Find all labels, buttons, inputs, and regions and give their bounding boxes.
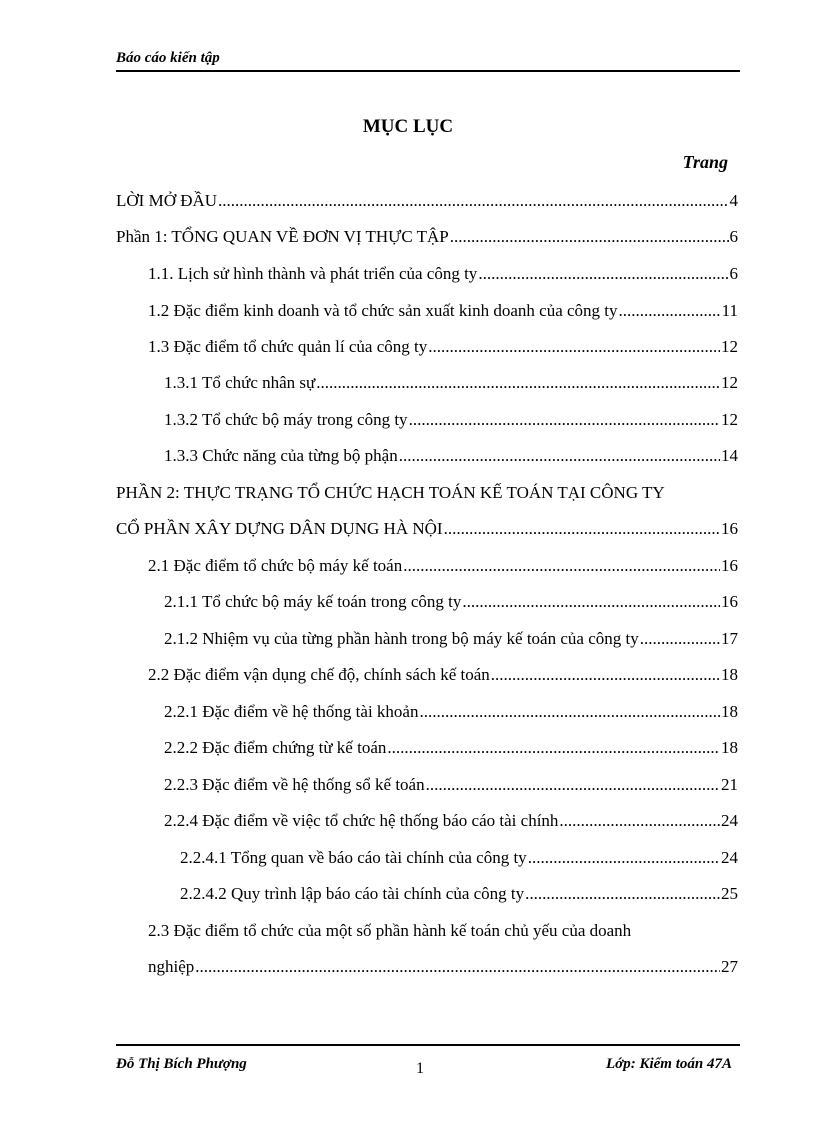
toc-entry-label: 1.3.1 Tổ chức nhân sự [164, 373, 316, 392]
toc-entry-page: 18 [721, 738, 738, 757]
toc-entry-2-2-4[interactable] [164, 808, 738, 834]
page-title: MỤC LỤC [362, 116, 454, 137]
toc-entry-2-2-1[interactable] [164, 699, 738, 725]
toc-entry-page: 16 [721, 592, 738, 611]
toc-entry-label: 2.2.4.2 Quy trình lập báo cáo tài chính của công ty [180, 884, 525, 903]
toc-entry-label: 2.1.1 Tổ chức bộ máy kế toán trong công ty [164, 592, 462, 611]
toc-dot-leader [559, 808, 720, 834]
toc-dot-leader [195, 954, 720, 980]
toc-entry-page: 4 [729, 191, 738, 210]
toc-entry-2-1-2[interactable] [164, 626, 738, 652]
toc-entry-label: nghiệp [148, 957, 195, 976]
toc-entry-2-2-4-1[interactable] [180, 845, 738, 871]
toc-entry-label: CỔ PHẦN XÂY DỰNG DÂN DỤNG HÀ NỘI [116, 519, 443, 538]
toc-entry-label: 1.2 Đặc điểm kinh doanh và tổ chức sản xuất kinh doanh của công ty [148, 301, 618, 320]
toc-dot-leader [218, 188, 728, 214]
toc-entry-2-1[interactable] [148, 553, 738, 579]
toc-entry-phan-2-line-1[interactable]: PHẦN 2: THỰC TRẠNG TỔ CHỨC HẠCH TOÁN KẾ TOÁN TẠI CÔNG TY [116, 483, 665, 502]
toc-dot-leader [426, 772, 720, 798]
toc-entry-label: 1.3 Đặc điểm tổ chức quản lí của công ty [148, 337, 428, 356]
toc-entry-1-3[interactable] [148, 334, 738, 360]
toc-entry-label: 1.3.2 Tổ chức bộ máy trong công ty [164, 410, 408, 429]
toc-entry-1-1[interactable] [148, 261, 738, 287]
toc-dot-leader [387, 735, 720, 761]
toc-entry-1-2[interactable] [148, 298, 738, 324]
header-text: Báo cáo kiến tập [116, 50, 220, 66]
toc-dot-leader [640, 626, 720, 652]
toc-entry-label: 2.2.4.1 Tổng quan về báo cáo tài chính của công ty [180, 848, 527, 867]
toc-entry-2-3-line-1[interactable]: 2.3 Đặc điểm tổ chức của một số phần hành kế toán chủ yếu của doanh [148, 921, 632, 940]
toc-entry-page: 27 [721, 957, 738, 976]
toc-entry-label: 2.2.1 Đặc điểm về hệ thống tài khoản [164, 702, 419, 721]
toc-entry-page: 11 [721, 301, 738, 320]
toc-entry-2-3[interactable] [148, 954, 738, 980]
toc-entry-loi-mo-dau[interactable] [116, 188, 738, 214]
page-footer [116, 1044, 740, 1076]
footer-class: Lớp: Kiểm toán 47A [606, 1056, 732, 1072]
toc-entry-page: 17 [721, 629, 738, 648]
toc-entry-phan-1[interactable] [116, 224, 738, 250]
toc-entry-label: Phần 1: TỔNG QUAN VỀ ĐƠN VỊ THỰC TẬP [116, 227, 449, 246]
toc-dot-leader [619, 298, 721, 324]
toc-entry-label: 2.2.3 Đặc điểm về hệ thống sổ kế toán [164, 775, 425, 794]
toc-entry-page: 16 [721, 519, 738, 538]
toc-entry-label: 2.2.2 Đặc điểm chứng từ kế toán [164, 738, 387, 757]
toc-dot-leader [528, 845, 720, 871]
toc-entry-page: 12 [721, 373, 738, 392]
toc-entry-page: 18 [721, 665, 738, 684]
toc-dot-leader [450, 224, 729, 250]
toc-dot-leader [462, 589, 720, 615]
toc-entry-2-2[interactable] [148, 662, 738, 688]
toc-entry-2-2-2[interactable] [164, 735, 738, 761]
toc-dot-leader [419, 699, 720, 725]
toc-entry-1-3-2[interactable] [164, 407, 738, 433]
toc-entry-label: LỜI MỞ ĐẦU [116, 191, 218, 210]
toc-entry-2-2-3[interactable] [164, 772, 738, 798]
toc-dot-leader [491, 662, 720, 688]
toc-entry-page: 6 [729, 227, 738, 246]
toc-dot-leader [525, 881, 720, 907]
toc-entry-page: 24 [721, 848, 738, 867]
footer-page-number: 1 [416, 1060, 424, 1077]
toc-entry-label: 2.2.4 Đặc điểm về việc tổ chức hệ thống báo cáo tài chính [164, 811, 559, 830]
toc-entry-label: 1.3.3 Chức năng của từng bộ phận [164, 446, 398, 465]
page-column-label: Trang [682, 152, 728, 172]
toc-entry-page: 25 [721, 884, 738, 903]
footer-author: Đỗ Thị Bích Phượng [116, 1056, 247, 1072]
toc-entry-page: 14 [721, 446, 738, 465]
toc-entry-label: 2.1.2 Nhiệm vụ của từng phần hành trong bộ máy kế toán của công ty [164, 629, 639, 648]
toc-entry-label: 1.1. Lịch sử hình thành và phát triển của công ty [148, 264, 478, 283]
toc-entry-1-3-1[interactable] [164, 370, 738, 396]
toc-dot-leader [428, 334, 720, 360]
toc-entry-page: 21 [721, 775, 738, 794]
toc-dot-leader [403, 553, 720, 579]
toc-entry-2-2-4-2[interactable] [180, 881, 738, 907]
toc-entry-page: 12 [721, 410, 738, 429]
toc-dot-leader [478, 261, 728, 287]
toc-dot-leader [409, 407, 720, 433]
toc-entry-page: 24 [721, 811, 738, 830]
toc-entry-1-3-3[interactable] [164, 443, 738, 469]
toc-dot-leader [444, 516, 720, 542]
toc-dot-leader [399, 443, 720, 469]
toc-entry-page: 16 [721, 556, 738, 575]
toc-entry-page: 18 [721, 702, 738, 721]
toc-entry-page: 12 [721, 337, 738, 356]
toc-dot-leader [316, 370, 720, 396]
toc-entry-2-1-1[interactable] [164, 589, 738, 615]
page-header [116, 48, 740, 72]
toc-entry-phan-2[interactable] [116, 516, 738, 542]
toc-entry-page: 6 [729, 264, 738, 283]
toc-entry-label: 2.2 Đặc điểm vận dụng chế độ, chính sách kế toán [148, 665, 490, 684]
toc-entry-label: 2.1 Đặc điểm tổ chức bộ máy kế toán [148, 556, 403, 575]
